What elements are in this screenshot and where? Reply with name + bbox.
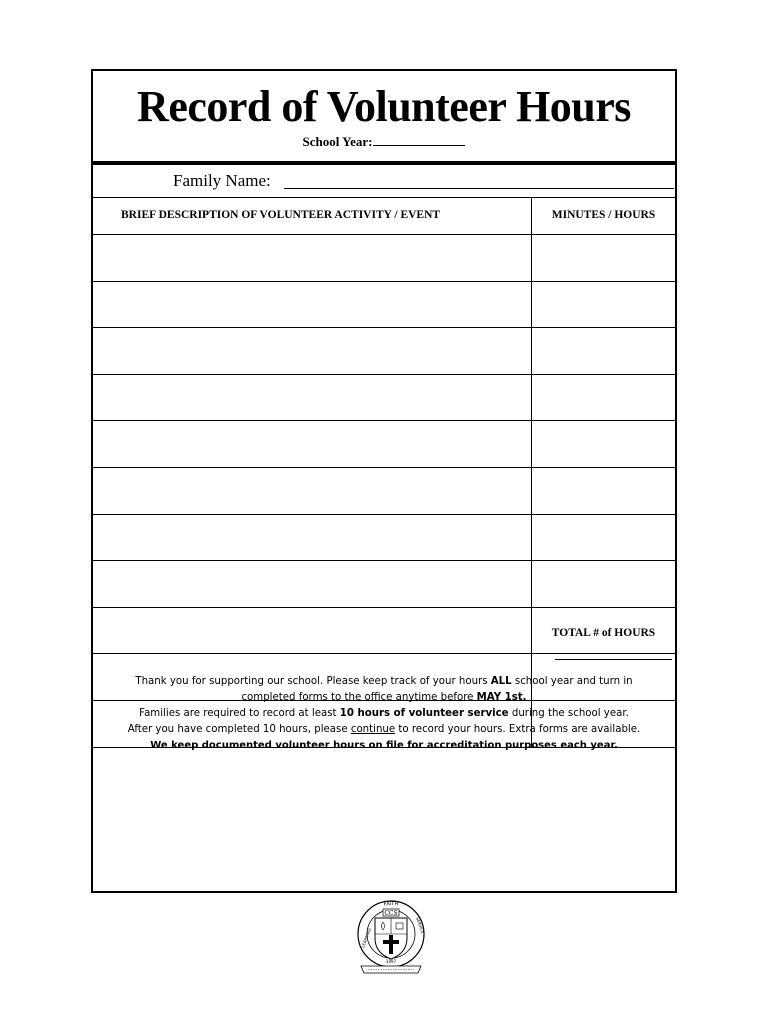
- footer-text: Families are required to record at least: [139, 708, 340, 719]
- school-crest-icon: [356, 896, 426, 978]
- footer-requirement: 10 hours of volunteer service: [339, 708, 509, 719]
- column-header-description: BRIEF DESCRIPTION OF VOLUNTEER ACTIVITY / EVENT: [121, 209, 441, 221]
- minutes-hours-cell[interactable]: [532, 421, 675, 467]
- description-cell[interactable]: [93, 608, 531, 654]
- description-cell[interactable]: [93, 328, 531, 374]
- footer-line: [93, 722, 675, 738]
- seal-left-text: LEARNING: [360, 927, 372, 949]
- form-header: [93, 71, 675, 161]
- total-hours-label: TOTAL # of HOURS: [551, 627, 656, 639]
- minutes-hours-cell[interactable]: [532, 235, 675, 281]
- minutes-hours-cell[interactable]: [532, 468, 675, 514]
- description-cell[interactable]: [93, 561, 531, 607]
- footer-text: to record your hours. Extra forms are available.: [395, 724, 641, 735]
- description-cell[interactable]: [93, 515, 531, 561]
- footer-text: school year and turn in: [511, 676, 633, 687]
- minutes-hours-cell[interactable]: [532, 375, 675, 421]
- footer-text: After you have completed 10 hours, please: [127, 724, 351, 735]
- family-name-blank[interactable]: [284, 188, 674, 189]
- family-name-row: [93, 165, 675, 198]
- description-cell[interactable]: [93, 235, 531, 281]
- family-name-label: Family Name:: [173, 171, 271, 190]
- footer-emphasis: ALL: [490, 676, 512, 687]
- description-cell[interactable]: [93, 421, 531, 467]
- footer-text: completed forms to the office anytime before: [241, 692, 477, 703]
- footer-line: [93, 674, 675, 690]
- school-year-field: [93, 133, 675, 150]
- footer-line: [93, 690, 675, 706]
- total-hours-blank[interactable]: [555, 659, 672, 660]
- minutes-hours-cell[interactable]: [532, 282, 675, 328]
- description-cell[interactable]: [93, 468, 531, 514]
- description-cell[interactable]: [93, 375, 531, 421]
- minutes-hours-cell[interactable]: [532, 561, 675, 607]
- seal-right-text: SERVICE: [415, 916, 426, 935]
- minutes-hours-cell[interactable]: [532, 515, 675, 561]
- footer-accreditation-note: We keep documented volunteer hours on file for accreditation purposes each year.: [150, 740, 618, 751]
- footer-underlined: continue: [350, 724, 396, 735]
- seal-year: 1997: [385, 959, 397, 964]
- column-header-minutes-hours: MINUTES / HOURS: [551, 209, 656, 221]
- footer-text: during the school year.: [508, 708, 629, 719]
- school-year-blank[interactable]: [373, 133, 465, 146]
- seal-top-text: FAITH: [383, 900, 399, 908]
- footer-deadline: MAY 1st.: [476, 692, 527, 703]
- school-year-label: School Year:: [302, 134, 373, 149]
- footer-text: Thank you for supporting our school. Please keep track of your hours: [135, 676, 491, 687]
- footer-instructions: [93, 674, 675, 754]
- seal-initials: CCS: [384, 910, 398, 917]
- description-cell[interactable]: [93, 282, 531, 328]
- page-title: Record of Volunteer Hours: [137, 82, 631, 131]
- minutes-hours-cell[interactable]: [532, 328, 675, 374]
- volunteer-hours-form: [91, 69, 677, 893]
- footer-line: [93, 706, 675, 722]
